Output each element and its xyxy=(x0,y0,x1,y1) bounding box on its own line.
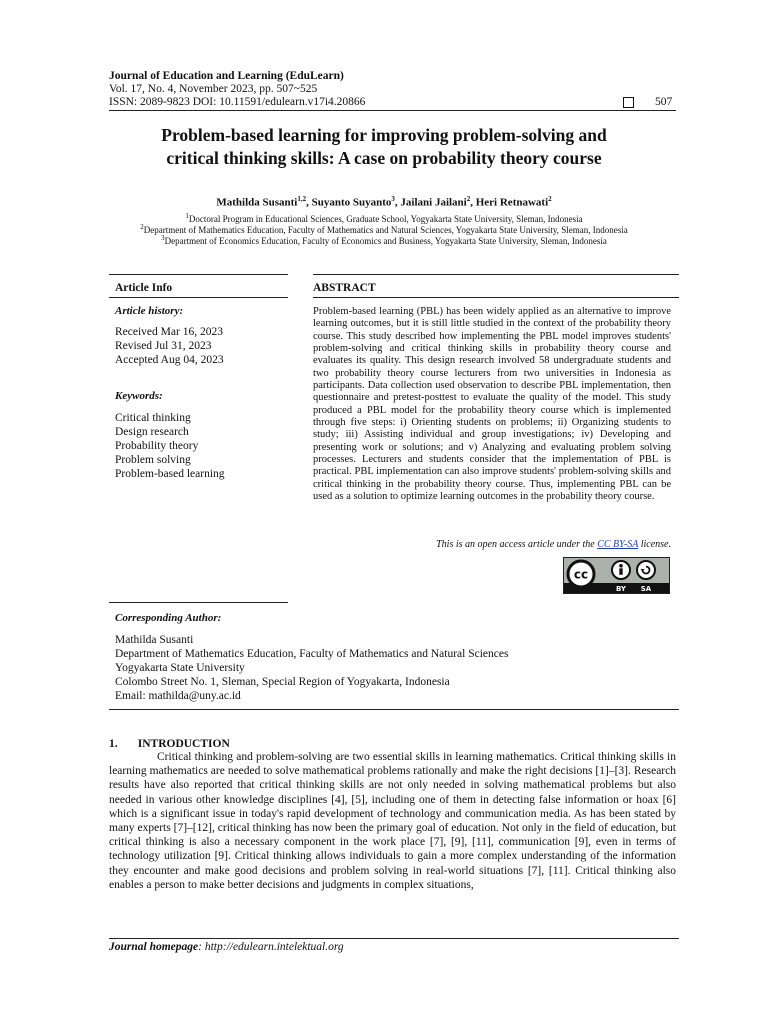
keyword-item: Design research xyxy=(115,426,189,438)
affil-text: Department of Economics Education, Faculty of Economics and Business, Yogyakarta State University, Sleman, Indonesia xyxy=(164,236,607,246)
article-history-heading: Article history: xyxy=(115,305,184,317)
by-person-body xyxy=(619,568,622,575)
by-label: BY xyxy=(615,585,627,593)
author-affil-sup: 3 xyxy=(391,195,395,203)
title-line-1: Problem-based learning for improving problem-solving and xyxy=(161,125,607,145)
page-number: 507 xyxy=(655,96,673,108)
corresponding-details xyxy=(115,633,508,703)
keywords-heading: Keywords: xyxy=(115,390,163,402)
homepage-label: Journal homepage xyxy=(109,941,199,953)
license-prefix: This is an open access article under the xyxy=(436,539,598,550)
author-affil-sup: 1,2 xyxy=(297,195,307,203)
affiliation-3 xyxy=(80,233,688,247)
homepage-url[interactable]: : http://edulearn.intelektual.org xyxy=(198,941,344,953)
abstract-sub-rule xyxy=(313,297,679,298)
info-sub-rule xyxy=(109,297,288,298)
info-top-rule xyxy=(109,274,288,275)
sa-label: SA xyxy=(640,585,652,593)
square-icon xyxy=(623,97,634,108)
corresponding-heading: Corresponding Author: xyxy=(115,612,222,624)
corr-email: Email: mathilda@uny.ac.id xyxy=(115,690,241,702)
cc-by-sa-link[interactable]: CC BY-SA xyxy=(597,539,639,550)
affil-text: Department of Mathematics Education, Faculty of Mathematics and Natural Sciences, Yogyakarta State University, Sleman, Indonesia xyxy=(143,225,628,235)
abstract-text: Problem-based learning (PBL) has been widely applied as an alternative to improve learning outcomes, but it is still little studied in the context of the probability theory course. This study described how implementing the PBL model improves students' problem-solving and critical thinking skills in probability theory course and evaluates its quality. This design research involved 58 undergraduate students and two probability theory course lecturers from two universities in Indonesia as participants. Data collection used observation to describe PBL implementation, then questionnaire and pretest-posttest to evaluate the quality of the model. This study produced a PBL model for the probability theory course which is implemented through five steps: i) Orienting students on problems; ii) Organizing students to study; iii) Assisting individual and group investigations; iv) Developing and presenting work or solutions; and v) Analyzing and evaluating problem solving processes. Lecturers and students consider that the implementation of PBL is practical. PBL implementation can also improve students' problem-solving skills and critical thinking in the probability theory course. Thus, implementing PBL can be used as a solution to optimize learning outcomes in the probability theory course. xyxy=(313,306,671,503)
affil-sup: 2 xyxy=(140,223,144,231)
paper-title xyxy=(100,124,668,170)
keyword-list xyxy=(115,411,225,481)
affil-sup: 3 xyxy=(161,234,165,242)
corr-line: Colombo Street No. 1, Sleman, Special Region of Yogyakarta, Indonesia xyxy=(115,676,450,688)
keyword-item: Probability theory xyxy=(115,440,199,452)
title-line-2: critical thinking skills: A case on probability theory course xyxy=(166,148,602,168)
license-suffix: license. xyxy=(638,539,671,550)
author-affil-sup: 2 xyxy=(466,195,471,203)
corr-bottom-rule xyxy=(109,709,679,710)
author-name: Suyanto Suyanto xyxy=(311,196,392,209)
journal-homepage xyxy=(109,941,344,953)
journal-name: Journal of Education and Learning (EduLearn) xyxy=(109,70,344,82)
introduction-heading: 1. INTRODUCTION xyxy=(109,738,230,750)
introduction-text xyxy=(109,750,676,892)
cc-badge-graphic xyxy=(564,558,669,593)
author-affil-sup: 2 xyxy=(548,195,552,203)
author-sep: , xyxy=(470,196,476,209)
intro-paragraph: Critical thinking and problem-solving are two essential skills in learning mathematics. Critical thinking skills in learning mathematics are needed to solve mathematical problems rationally and make the right decisions [1]–[3]. Research results have also reported that critical thinking skills are not only needed in solving mathematical problems but also needed in various other knowledge disciplines [4], [5], including one of them in detecting false information or hoax [6] which is a significant issue in today's rapid development of technology and communication media. As has been stated by many experts [7]–[12], critical thinking has now been the primary goal of education. Not only in the field of education, but critical thinking is also a necessary component in the work place [7], [9], [11], communication [9], even in terms of technology utilization [9]. Critical thinking allows individuals to gain a more complex understanding of the information they encounter and make good decisions and problem solving in real-world situations [7], [11]. Critical thinking also enables a person to make better decisions and judgments in complex situations, xyxy=(109,751,676,891)
sa-share-icon xyxy=(637,561,655,579)
author-list xyxy=(100,195,668,209)
cc-text: cc xyxy=(573,567,589,582)
abstract-heading: ABSTRACT xyxy=(313,282,376,294)
license-note xyxy=(313,539,671,550)
author-sep: , xyxy=(306,196,312,209)
corr-line: Yogyakarta State University xyxy=(115,662,245,674)
abstract-top-rule xyxy=(313,274,679,275)
corr-left-rule xyxy=(109,602,288,603)
accepted-date: Accepted Aug 04, 2023 xyxy=(115,354,224,366)
corr-line: Mathilda Susanti xyxy=(115,634,194,646)
received-date: Received Mar 16, 2023 xyxy=(115,326,223,338)
keyword-item: Critical thinking xyxy=(115,412,191,424)
article-info-heading: Article Info xyxy=(115,282,173,294)
author-name: Jailani Jailani xyxy=(400,196,467,209)
cc-by-sa-badge[interactable] xyxy=(563,557,670,594)
author-name: Heri Retnawati xyxy=(475,196,549,209)
journal-volume: Vol. 17, No. 4, November 2023, pp. 507~525 xyxy=(109,83,318,95)
author-name: Mathilda Susanti xyxy=(216,196,298,209)
author-sep: , xyxy=(394,196,401,209)
footer-rule xyxy=(109,938,679,939)
affil-text: Doctoral Program in Educational Sciences, Graduate School, Yogyakarta State University, Sleman, Indonesia xyxy=(188,214,583,224)
keyword-item: Problem-based learning xyxy=(115,468,225,480)
history-list xyxy=(115,325,224,367)
header-rule xyxy=(109,110,676,111)
affil-sup: 1 xyxy=(185,212,189,220)
by-person-head xyxy=(619,564,623,568)
corr-line: Department of Mathematics Education, Faculty of Mathematics and Natural Sciences xyxy=(115,648,509,660)
keyword-item: Problem solving xyxy=(115,454,191,466)
journal-issn-doi: ISSN: 2089-9823 DOI: 10.11591/edulearn.v17i4.20866 xyxy=(109,96,366,108)
revised-date: Revised Jul 31, 2023 xyxy=(115,340,212,352)
